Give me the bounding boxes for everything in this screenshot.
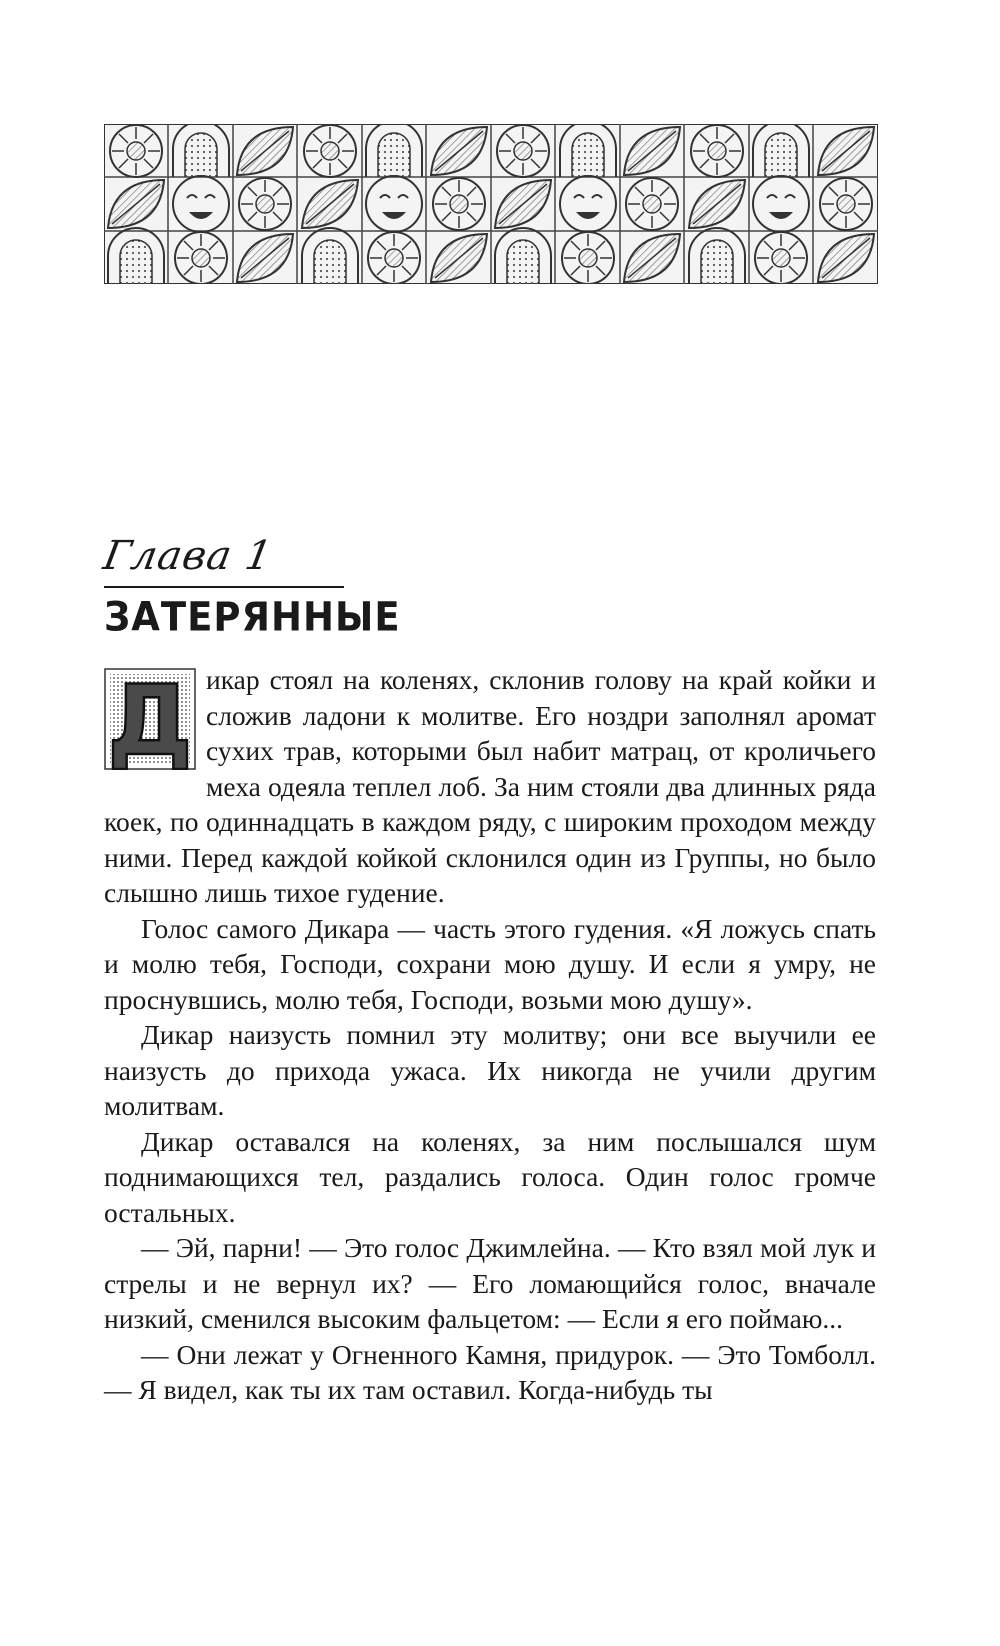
drop-cap <box>104 668 196 770</box>
paragraph: икар стоял на коленях, склонив голову на край койки и сложив ладони к молитве. Его ноздри заполнял аромат сухих трав, которыми был набит матрац, от кроличьего меха одеяла теплел лоб. За ним стояли два длинных ряда коек, по одиннадцать в каждом ряду, с широким проходом между ними. Перед каждой койкой склонился один из Группы, но было слышно лишь тихое гудение. <box>104 664 876 908</box>
paragraph: Дикар наизусть помнил эту молитву; они все выучили ее наизусть до прихода ужаса. Их никогда не учили другим молитвам. <box>104 1019 876 1121</box>
paragraph: Дикар оставался на коленях, за ним послышался шум поднимающихся тел, раздались голоса. Один голос громче остальных. <box>104 1125 876 1228</box>
body-text <box>104 662 876 1408</box>
chapter-number: Глава 1 <box>99 533 277 579</box>
chapter-title: ЗАТЕРЯННЫЕ <box>104 593 401 641</box>
chapter-divider <box>104 586 344 588</box>
paragraph: Голос самого Дикара — часть этого гудения. «Я ложусь спать и молю тебя, Господи, сохрани мою душу. И если я умру, не проснувшись, молю тебя, Господи, возьми мою душу». <box>104 912 876 1015</box>
decorative-ornament-band <box>104 124 878 284</box>
chapter-heading <box>99 533 401 641</box>
drop-cap-letter: Д <box>107 668 193 770</box>
paragraph: — Они лежат у Огненного Камня, придурок. — Это Томболл. — Я видел, как ты их там оставил. Когда-нибудь ты <box>104 1338 876 1405</box>
paragraph: — Эй, парни! — Это голос Джимлейна. — Кто взял мой лук и стрелы и не вернул их? — Его ломающийся голос, вначале низкий, сменился высоким фальцетом: — Если я его поймаю... <box>104 1232 876 1334</box>
